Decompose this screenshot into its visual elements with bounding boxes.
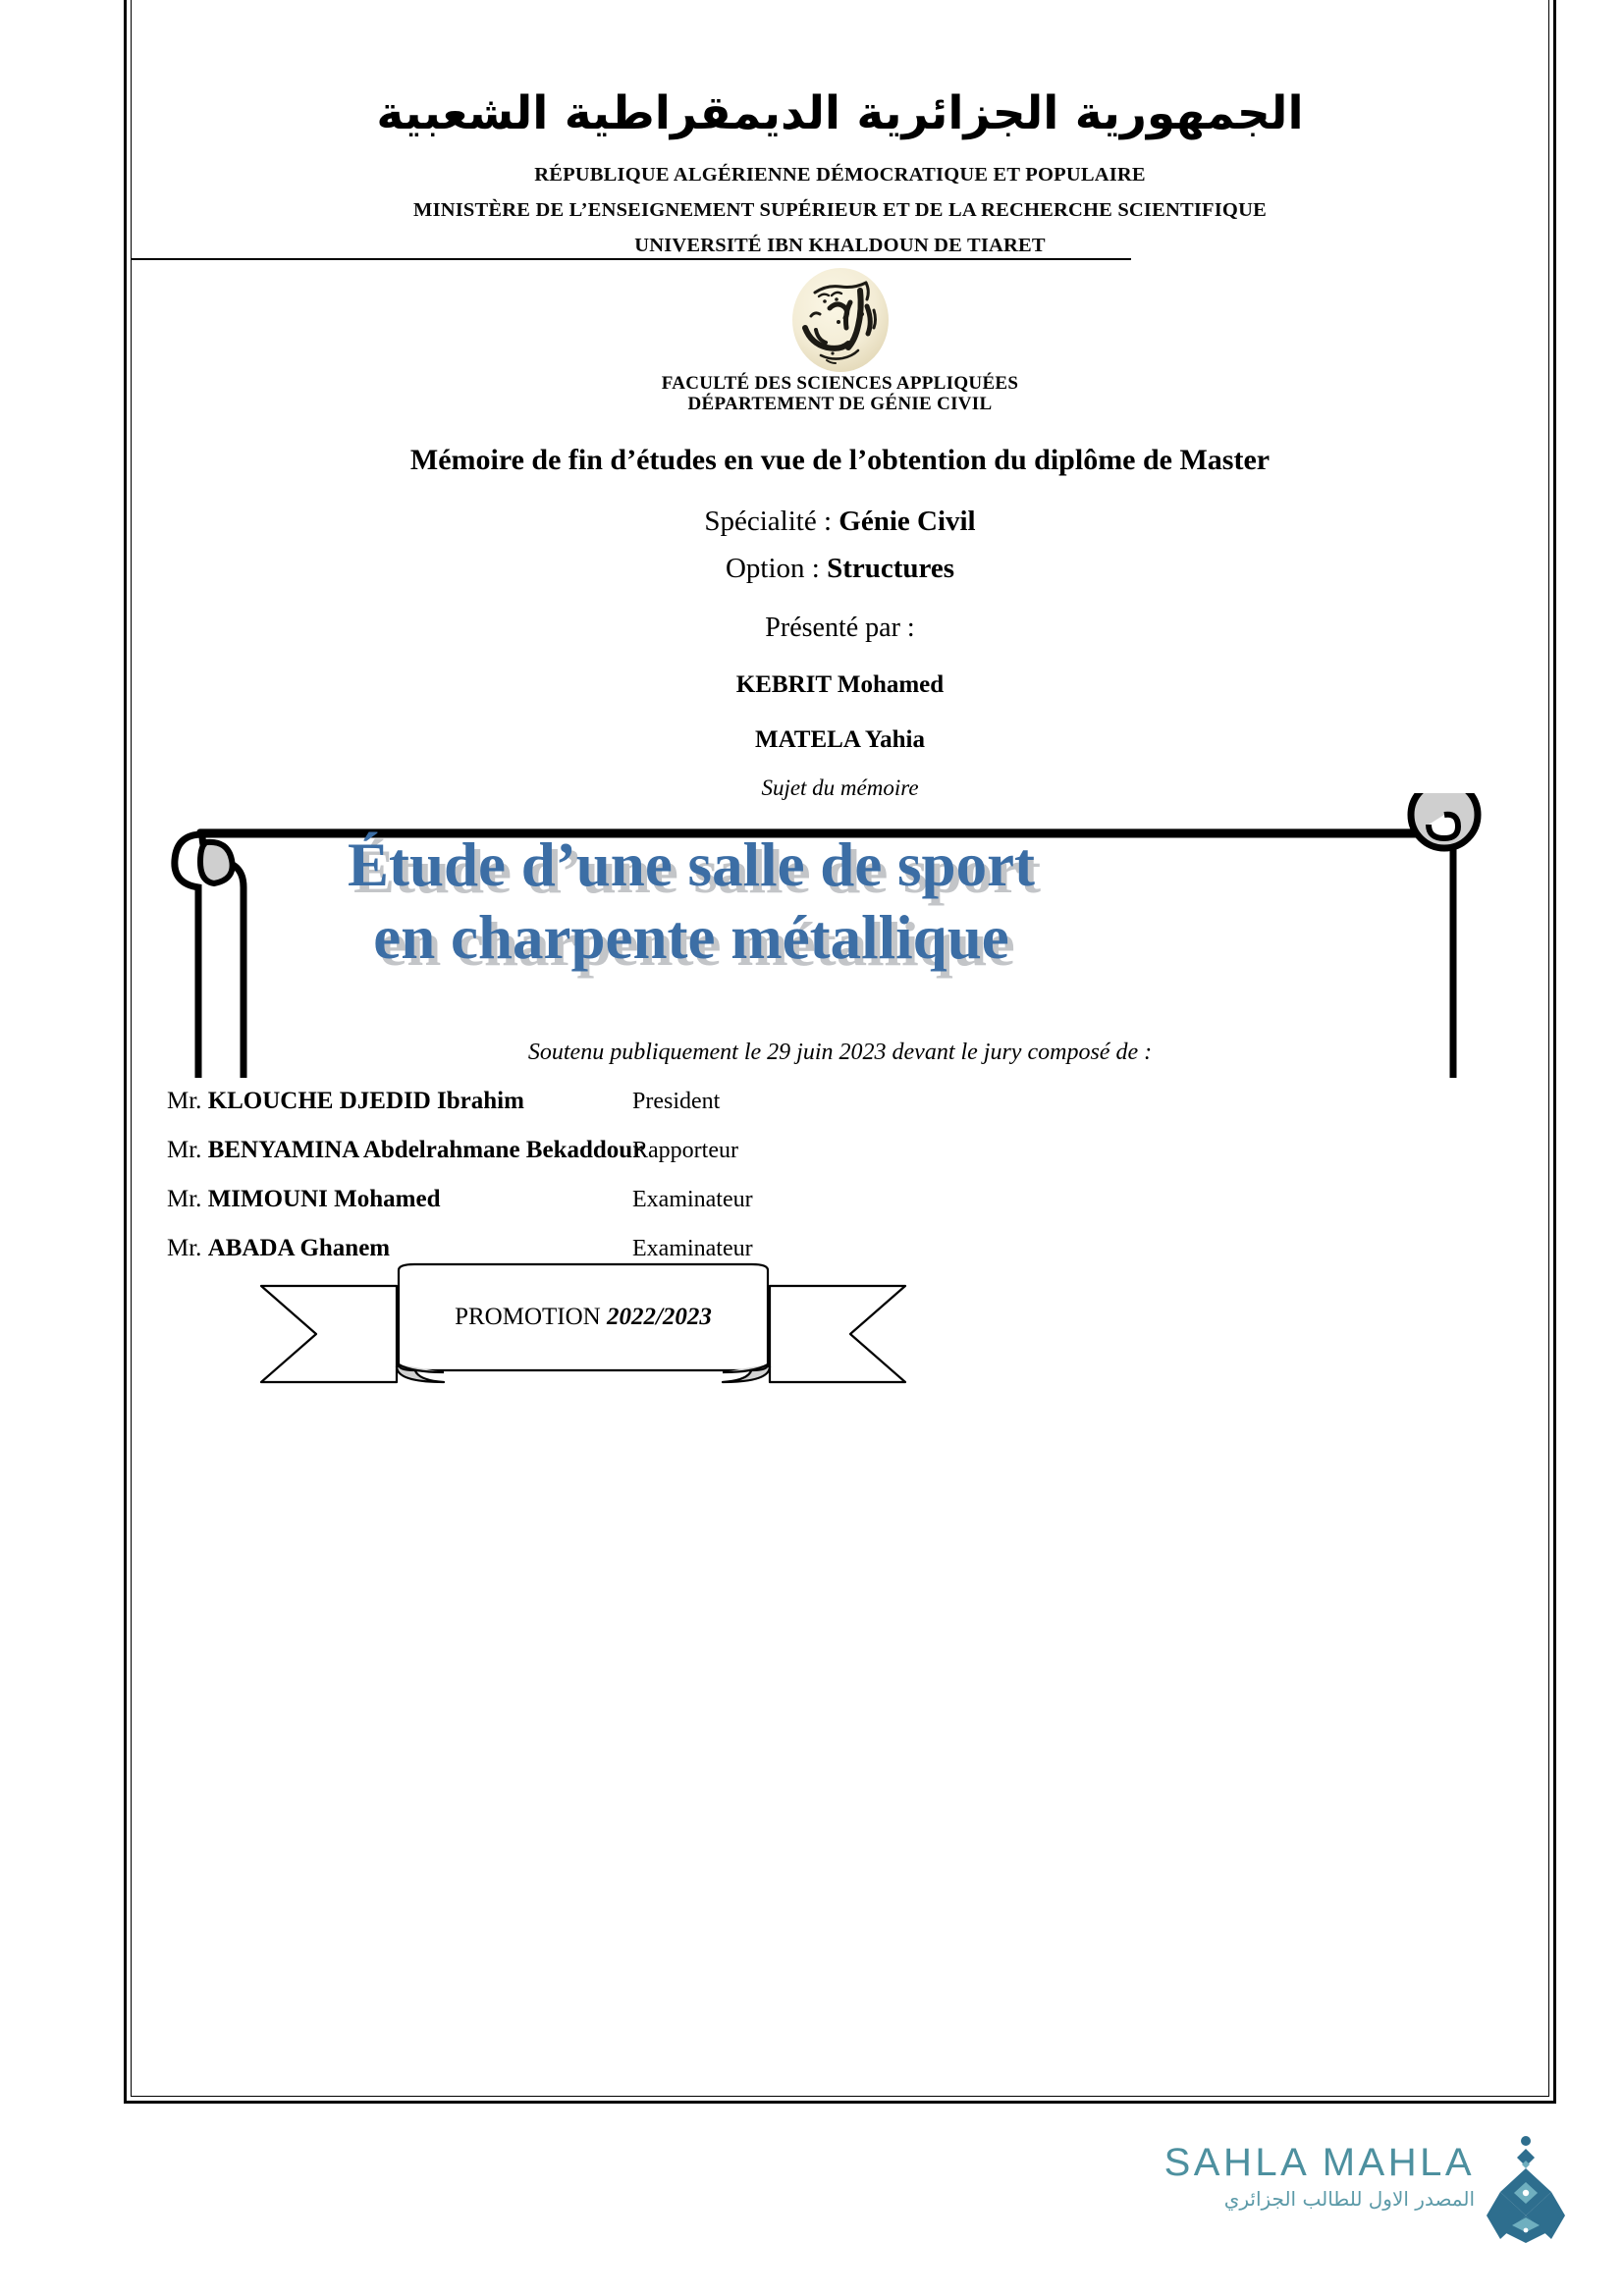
author-name-1: KEBRIT Mohamed <box>735 671 945 698</box>
jury-name-bold: MIMOUNI Mohamed <box>207 1186 441 1212</box>
jury-member-role: Examinateur <box>632 1187 753 1212</box>
promotion-label: PROMOTION <box>455 1304 607 1330</box>
jury-name-bold: ABADA Ghanem <box>207 1235 391 1261</box>
option-line <box>124 553 1556 585</box>
speciality-line <box>124 506 1556 538</box>
promotion-years: 2022/2023 <box>606 1304 712 1330</box>
arabic-republic-header: الجمهورية الجزائرية الديمقراطية الشعبية <box>376 86 1304 140</box>
jury-prefix: Mr. <box>167 1137 208 1163</box>
jury-member-name <box>167 1088 632 1115</box>
presented-by-label: Présenté par : <box>765 613 915 643</box>
promotion-ribbon <box>249 1258 917 1391</box>
subject-label: Sujet du mémoire <box>761 775 919 800</box>
sahla-mahla-title: SAHLA MAHLA <box>1163 2141 1475 2184</box>
jury-row <box>167 1088 1051 1137</box>
republic-line-french: RÉPUBLIQUE ALGÉRIENNE DÉMOCRATIQUE ET POPULAIRE <box>534 164 1146 186</box>
option-value: Structures <box>827 553 955 584</box>
jury-prefix: Mr. <box>167 1186 208 1212</box>
jury-prefix: Mr. <box>167 1235 208 1261</box>
author-name-2: MATELA Yahia <box>755 726 925 753</box>
sahla-mahla-diamond-icon <box>1479 2135 1573 2243</box>
cover-page-content <box>124 0 1556 2113</box>
sahla-mahla-subtitle-arabic: المصدر الاول للطالب الجزائري <box>1223 2187 1475 2211</box>
option-label: Option : <box>725 553 828 584</box>
sahla-mahla-watermark <box>1121 2143 1573 2261</box>
jury-member-name <box>167 1137 644 1164</box>
thesis-type-title: Mémoire de fin d’études en vue de l’obtention du diplôme de Master <box>409 444 1271 476</box>
jury-member-role: Examinateur <box>632 1236 753 1261</box>
jury-prefix: Mr. <box>167 1088 208 1114</box>
university-logo-wrapper <box>124 267 1556 373</box>
jury-member-role: President <box>632 1089 721 1114</box>
thesis-subject-title <box>200 828 1182 975</box>
speciality-label: Spécialité : <box>704 506 839 537</box>
jury-member-name <box>167 1186 632 1213</box>
thesis-subject-line-2: en charpente métallique <box>373 903 1009 973</box>
university-line: UNIVERSITÉ IBN KHALDOUN DE TIARET <box>634 235 1046 256</box>
speciality-value: Génie Civil <box>839 506 976 537</box>
faculty-name: FACULTÉ DES SCIENCES APPLIQUÉES <box>661 373 1019 394</box>
defense-statement: Soutenu publiquement le 29 juin 2023 devant le jury composé de : <box>527 1040 1153 1065</box>
ministry-line: MINISTÈRE DE L’ENSEIGNEMENT SUPÉRIEUR ET DE LA RECHERCHE SCIENTIFIQUE <box>413 199 1267 221</box>
jury-row <box>167 1137 1051 1186</box>
subject-scroll-banner <box>141 793 1623 1078</box>
jury-list <box>167 1088 1051 1284</box>
jury-name-bold: BENYAMINA Abdelrahmane Bekaddour <box>207 1137 644 1163</box>
sahla-text-block <box>1121 2143 1475 2210</box>
header-divider-rule <box>132 258 1131 260</box>
jury-row <box>167 1186 1051 1235</box>
promotion-text <box>385 1304 782 1331</box>
jury-name-bold: KLOUCHE DJEDID Ibrahim <box>207 1088 524 1114</box>
thesis-subject-line-1: Étude d’une salle de sport <box>347 830 1036 899</box>
university-emblem-icon <box>776 267 905 373</box>
department-name: DÉPARTEMENT DE GÉNIE CIVIL <box>687 394 993 414</box>
jury-member-role: Rapporteur <box>632 1138 738 1163</box>
